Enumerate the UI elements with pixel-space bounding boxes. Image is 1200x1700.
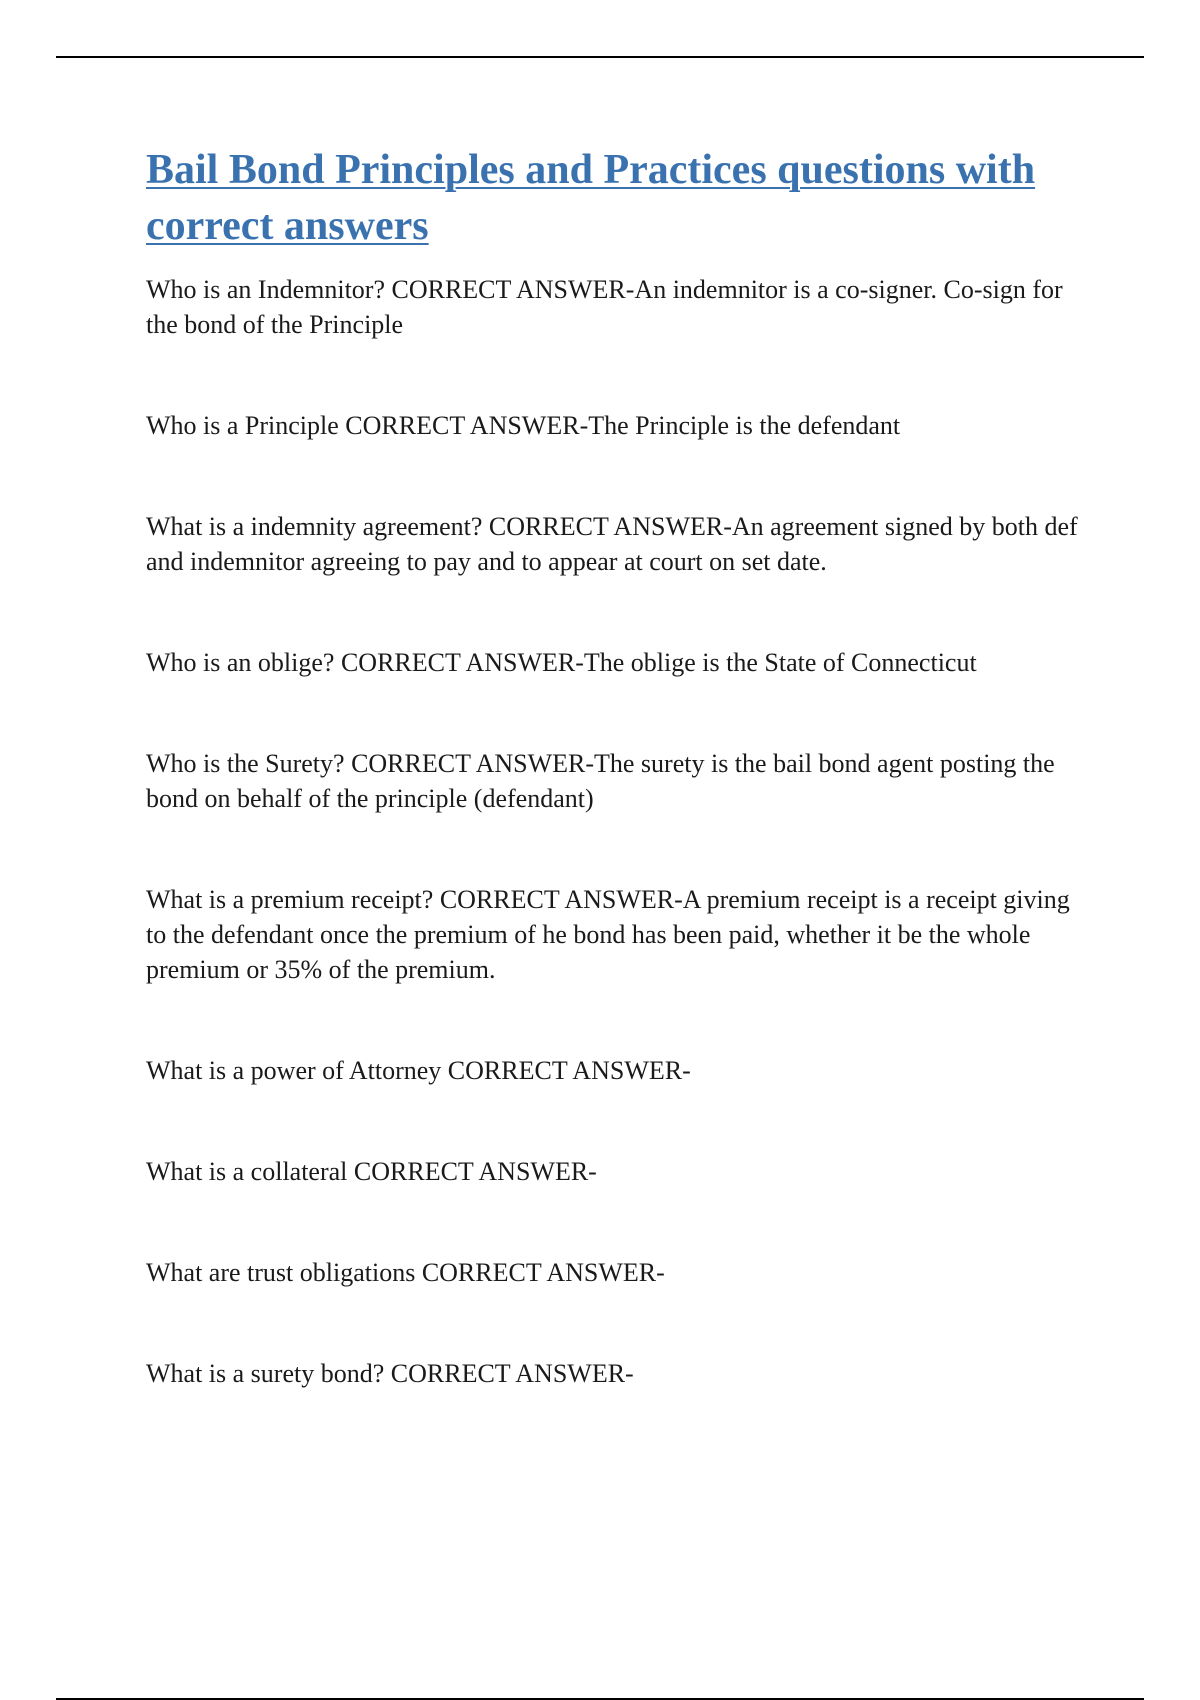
qa-item-surety-bond: What is a surety bond? CORRECT ANSWER- — [146, 1359, 634, 1388]
qa-item-oblige: Who is an oblige? CORRECT ANSWER-The oblige is the State of Connecticut — [146, 648, 977, 677]
document-body — [146, 142, 1096, 1391]
qa-item-principle: Who is a Principle CORRECT ANSWER-The Principle is the defendant — [146, 411, 901, 440]
qa-item-trust-obligations: What are trust obligations CORRECT ANSWER- — [146, 1258, 665, 1287]
header-rule — [56, 56, 1144, 58]
qa-item-power-of-attorney: What is a power of Attorney CORRECT ANSWER- — [146, 1056, 691, 1085]
qa-item-surety: Who is the Surety? CORRECT ANSWER-The surety is the bail bond agent posting the bond on behalf of the principle (defendant) — [146, 749, 1055, 813]
qa-item-premium-receipt: What is a premium receipt? CORRECT ANSWER-A premium receipt is a receipt giving to the defendant once the premium of he bond has been paid, whether it be the whole premium or 35% of the premium. — [146, 885, 1070, 984]
qa-item-collateral: What is a collateral CORRECT ANSWER- — [146, 1157, 597, 1186]
document-title: Bail Bond Principles and Practices questions with correct answers — [146, 147, 1036, 249]
qa-item-indemnity-agreement: What is a indemnity agreement? CORRECT ANSWER-An agreement signed by both def and indemnitor agreeing to pay and to appear at court on set date. — [146, 512, 1078, 576]
qa-item-indemnitor: Who is an Indemnitor? CORRECT ANSWER-An indemnitor is a co-signer. Co-sign for the bond of the Principle — [146, 275, 1063, 339]
